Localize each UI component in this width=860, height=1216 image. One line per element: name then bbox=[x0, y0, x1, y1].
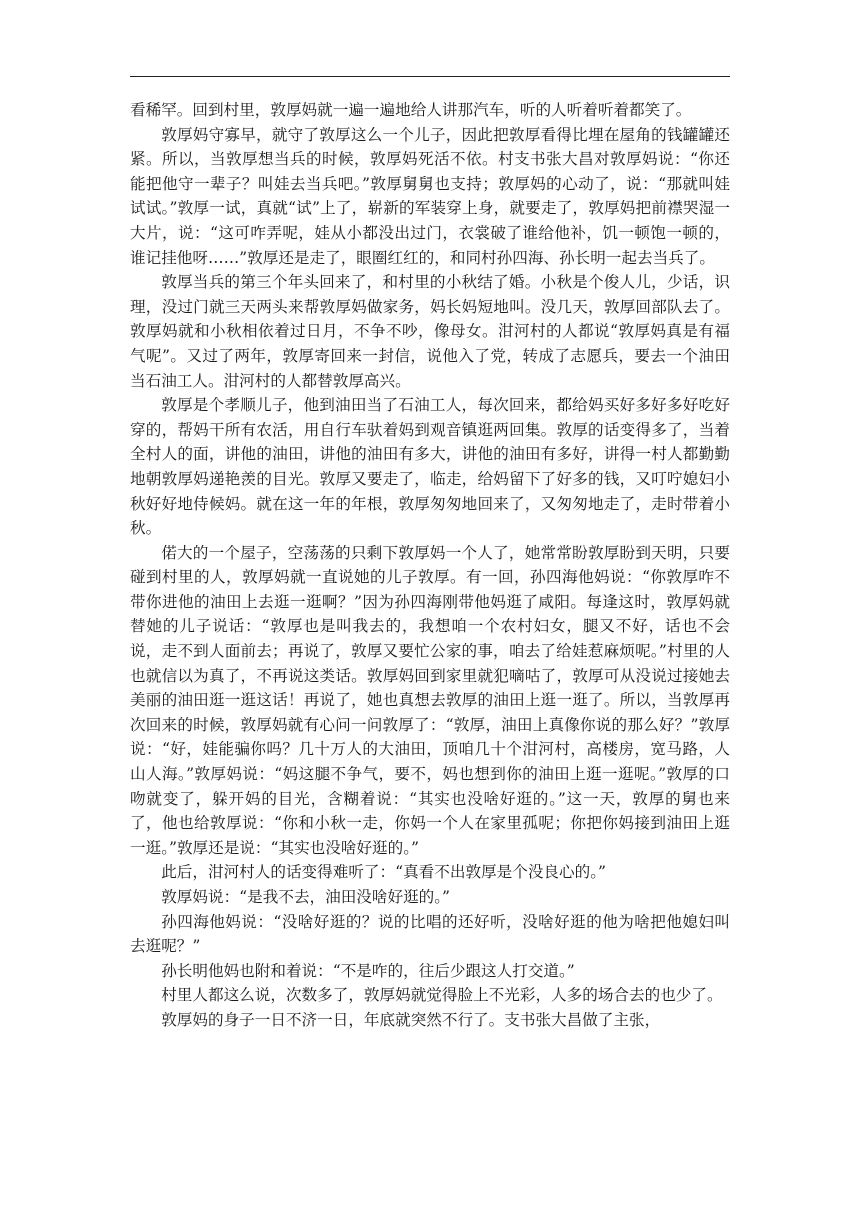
paragraph: 敦厚当兵的第三个年头回来了，和村里的小秋结了婚。小秋是个俊人儿，少话，识理，没过门就三天两头来帮敦厚妈做家务，妈长妈短地叫。没几天，敦厚回部队去了。敦厚妈就和小秋相依着过日月，不争不吵，像母女。泔河村的人都说“敦厚妈真是有福气呢”。又过了两年，敦厚寄回来一封信，说他入了党，转成了志愿兵，要去一个油田当石油工人。泔河村的人都替敦厚高兴。 bbox=[130, 273, 730, 390]
paragraph: 敦厚是个孝顺儿子，他到油田当了石油工人，每次回来，都给妈买好多好多好吃好穿的，帮妈干所有农活，用自行车驮着妈到观音镇逛两回集。敦厚的话变得多了，当着全村人的面，讲他的油田，讲他的油田有多大，讲他的油田有多好，讲得一村人都勤勤地朝敦厚妈递艳羡的目光。敦厚又要走了，临走，给妈留下了好多的钱，又叮咛媳妇小秋好好地侍候妈。就在这一年的年根，敦厚匆匆地回来了，又匆匆地走了，走时带着小秋。 bbox=[130, 396, 730, 538]
paragraph: 敦厚妈说：“是我不去，油田没啥好逛的。” bbox=[161, 888, 451, 906]
paragraph: 此后，泔河村人的话变得难听了：“真看不出敦厚是个没良心的。” bbox=[161, 863, 606, 882]
paragraph: 村里人都这么说，次数多了，敦厚妈就觉得脸上不光彩，人多的场合去的也少了。 bbox=[161, 986, 723, 1005]
paragraph: 偌大的一个屋子，空荡荡的只剩下敦厚妈一个人了，她常常盼敦厚盼到天明，只要碰到村里的人，敦厚妈就一直说她的儿子敦厚。有一回，孙四海他妈说：“你敦厚咋不带你进他的油田上去逛一逛啊？”因为孙四海刚带他妈逛了咸阳。每逢这时，敦厚妈就替她的儿子说话：“敦厚也是叫我去的，我想咱一个农村妇女，腿又不好，话也不会说，走不到人面前去；再说了，敦厚又要忙公家的事，咱去了给娃惹麻烦呢。”村里的人也就信以为真了，不再说这类话。敦厚妈回到家里就犯嘀咕了，敦厚可从没说过接她去美丽的油田逛一逛这话！再说了，她也真想去敦厚的油田上逛一逛了。所以，当敦厚再次回来的时候，敦厚妈就有心问一问敦厚了：“敦厚，油田上真像你说的那么好？”敦厚说：“好，娃能骗你吗？几十万人的大油田，顶咱几十个泔河村，高楼房，宽马路，人山人海。”敦厚妈说：“妈这腿不争气，要不，妈也想到你的油田上逛一逛呢。”敦厚的口吻就变了，躲开妈的目光，含糊着说：“其实也没啥好逛的。”这一天，敦厚的舅也来了，他也给敦厚说：“你和小秋一走，你妈一个人在家里孤呢；你把你妈接到油田上逛一逛。”敦厚还是说：“其实也没啥好逛的。” bbox=[130, 543, 730, 857]
paragraph: 敦厚妈的身子一日不济一日，年底就突然不行了。支书张大昌做了主张， bbox=[161, 1010, 661, 1029]
paragraph: 敦厚妈守寡早，就守了敦厚这么一个儿子，因此把敦厚看得比埋在屋角的钱罐罐还紧。所以，当敦厚想当兵的时候，敦厚妈死活不依。村支书张大昌对敦厚妈说：“你还能把他守一辈子？叫娃去当兵吧。”敦厚舅舅也支持；敦厚妈的心动了，说：“那就叫娃试试。”敦厚一试，真就“试”上了，崭新的军装穿上身，就要走了，敦厚妈把前襟哭湿一大片，说：“这可咋弄呢，娃从小都没出过门，衣裳破了谁给他补，饥一顿饱一顿的，谁记挂他呀……”敦厚还是走了，眼圈红红的，和同村孙四海、孙长明一起去当兵了。 bbox=[130, 125, 730, 267]
header-rule bbox=[130, 76, 730, 77]
paragraph: 孙长明他妈也附和着说：“不是咋的，往后少跟这人打交道。” bbox=[161, 961, 575, 980]
paragraph: 孙四海他妈说：“没啥好逛的？说的比唱的还好听，没啥好逛的他为啥把他媳妇叫去逛呢？” bbox=[130, 912, 730, 956]
paragraph-continued: 看稀罕。回到村里，敦厚妈就一遍一遍地给人讲那汽车，听的人听着听着都笑了。 bbox=[130, 101, 692, 119]
article-body bbox=[130, 98, 730, 1033]
